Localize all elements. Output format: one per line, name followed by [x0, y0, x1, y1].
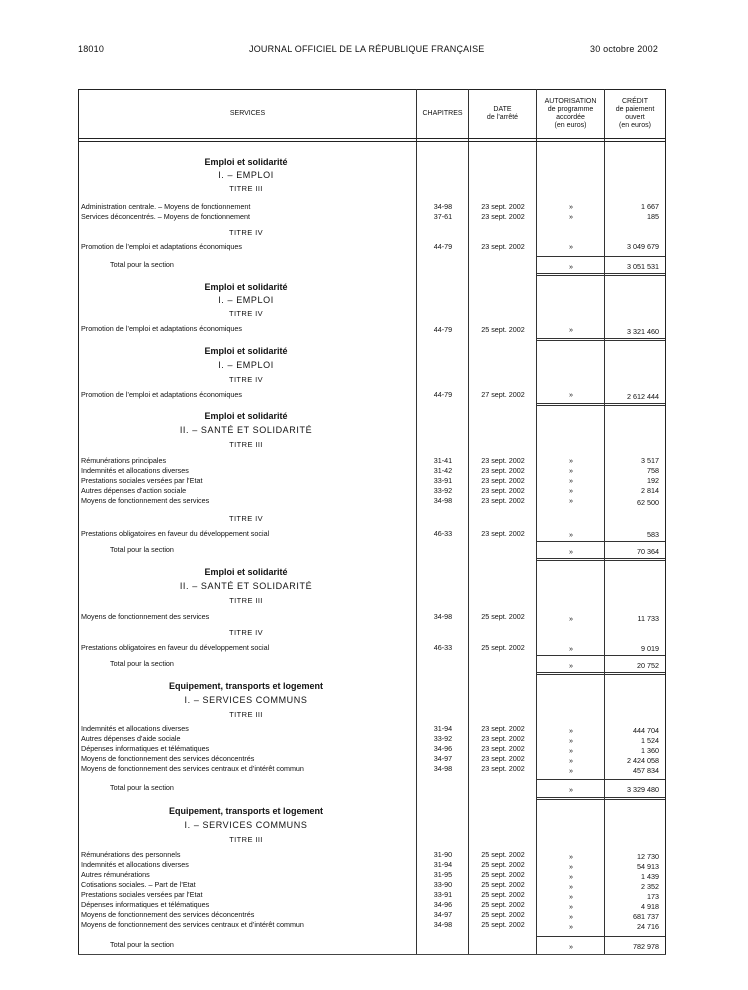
date-cell: 25 sept. 2002	[481, 643, 525, 652]
date-cell: 23 sept. 2002	[481, 476, 525, 485]
table-row-label: Moyens de fonctionnement des services	[81, 496, 413, 505]
table-row-label: Prestations sociales versées par l’Etat	[81, 476, 413, 485]
date-cell: 23 sept. 2002	[481, 754, 525, 763]
authorization-cell: »	[569, 325, 573, 334]
section-rule	[537, 273, 665, 274]
credit-cell: 3 517	[641, 456, 659, 465]
column-header-date-line: DATE	[493, 106, 512, 113]
credit-cell: 11 733	[637, 614, 659, 623]
credit-cell: 173	[647, 892, 659, 901]
authorization-cell: »	[569, 862, 573, 871]
credit-cell: 2 612 444	[627, 392, 659, 401]
column-header-credit-line: (en euros)	[619, 122, 651, 129]
authorization-cell: »	[569, 736, 573, 745]
table-row-label: Prestations obligatoires en faveur du développement social	[81, 529, 413, 538]
chapter-cell: 34-98	[433, 612, 453, 621]
header-rule	[78, 141, 666, 142]
table-row-label: Indemnités et allocations diverses	[81, 466, 413, 475]
table-row-label: Cotisations sociales. – Part de l’Etat	[81, 880, 413, 889]
titre-heading: TITRE III	[229, 596, 263, 605]
credit-cell: 457 834	[633, 766, 659, 775]
total-authorization: »	[569, 785, 573, 794]
credit-cell: 9 019	[641, 644, 659, 653]
credit-cell: 2 424 058	[627, 756, 659, 765]
column-header-credit-line: de paiement	[615, 106, 655, 113]
chapter-cell: 31-41	[433, 456, 453, 465]
total-authorization: »	[569, 661, 573, 670]
authorization-cell: »	[569, 486, 573, 495]
authorization-cell: »	[569, 456, 573, 465]
date-cell: 27 sept. 2002	[481, 390, 525, 399]
column-header-date	[469, 106, 536, 122]
credit-cell: 4 918	[641, 902, 659, 911]
credit-cell: 758	[647, 466, 659, 475]
chapter-cell: 46-33	[433, 529, 453, 538]
date-cell: 23 sept. 2002	[481, 242, 525, 251]
total-rule	[537, 779, 665, 780]
date-cell: 25 sept. 2002	[481, 880, 525, 889]
titre-heading: TITRE III	[229, 835, 263, 844]
total-authorization: »	[569, 547, 573, 556]
chapter-cell: 31-90	[433, 850, 453, 859]
total-credit: 782 978	[633, 942, 659, 951]
section-subtitle: II. – SANTÉ ET SOLIDARITÉ	[179, 581, 313, 591]
chapter-cell: 34-96	[433, 744, 453, 753]
authorization-cell: »	[569, 614, 573, 623]
authorization-cell: »	[569, 202, 573, 211]
table-row-label: Promotion de l’emploi et adaptations économiques	[81, 324, 413, 333]
column-header-credit-line: ouvert	[625, 114, 645, 121]
chapter-cell: 33-92	[433, 486, 453, 495]
total-rule	[537, 655, 665, 656]
table-row-label: Dépenses informatiques et télématiques	[81, 744, 413, 753]
titre-heading: TITRE IV	[228, 228, 264, 237]
date-cell: 23 sept. 2002	[481, 734, 525, 743]
authorization-cell: »	[569, 756, 573, 765]
section-subtitle: I. – EMPLOI	[218, 170, 274, 180]
total-label: Total pour la section	[110, 940, 413, 949]
chapter-cell: 34-98	[433, 920, 453, 929]
total-credit: 3 329 480	[627, 785, 659, 794]
authorization-cell: »	[569, 476, 573, 485]
date-cell: 25 sept. 2002	[481, 890, 525, 899]
credit-cell: 62 500	[637, 498, 659, 507]
authorization-cell: »	[569, 922, 573, 931]
table-row-label: Autres dépenses d’action sociale	[81, 486, 413, 495]
publication-date: 30 octobre 2002	[590, 44, 659, 54]
authorization-cell: »	[569, 496, 573, 505]
date-cell: 25 sept. 2002	[481, 850, 525, 859]
total-label: Total pour la section	[110, 783, 413, 792]
column-header-autorisation-line: AUTORISATION	[544, 98, 597, 105]
ministry-heading: Emploi et solidarité	[204, 282, 288, 292]
table-row-label: Moyens de fonctionnement des services déconcentrés	[81, 910, 413, 919]
table-row-label: Moyens de fonctionnement des services	[81, 612, 413, 621]
table-row-label: Rémunérations des personnels	[81, 850, 413, 859]
credit-cell: 2 814	[641, 486, 659, 495]
section-rule	[537, 799, 665, 800]
date-cell: 25 sept. 2002	[481, 900, 525, 909]
column-header-autorisation	[537, 98, 604, 130]
total-rule	[537, 256, 665, 257]
total-label: Total pour la section	[110, 260, 413, 269]
authorization-cell: »	[569, 766, 573, 775]
table-top-border	[78, 89, 666, 90]
table-row-label: Indemnités et allocations diverses	[81, 860, 413, 869]
table-row-label: Administration centrale. – Moyens de fonctionnement	[81, 202, 413, 211]
chapter-cell: 33-90	[433, 880, 453, 889]
table-row-label: Dépenses informatiques et télématiques	[81, 900, 413, 909]
date-cell: 23 sept. 2002	[481, 486, 525, 495]
column-header-credit	[605, 98, 665, 130]
date-cell: 25 sept. 2002	[481, 612, 525, 621]
date-cell: 23 sept. 2002	[481, 212, 525, 221]
chapter-cell: 33-91	[433, 890, 453, 899]
ministry-heading: Emploi et solidarité	[204, 157, 288, 167]
section-subtitle: I. – EMPLOI	[218, 360, 274, 370]
authorization-cell: »	[569, 466, 573, 475]
column-header-autorisation-line: accordée	[556, 114, 585, 121]
credit-cell: 1 439	[641, 872, 659, 881]
section-rule	[537, 403, 665, 404]
chapter-cell: 31-42	[433, 466, 453, 475]
date-cell: 23 sept. 2002	[481, 744, 525, 753]
chapter-cell: 33-92	[433, 734, 453, 743]
table-row-label: Moyens de fonctionnement des services déconcentrés	[81, 754, 413, 763]
authorization-cell: »	[569, 892, 573, 901]
credit-cell: 444 704	[633, 726, 659, 735]
ministry-heading: Emploi et solidarité	[204, 411, 288, 421]
authorization-cell: »	[569, 852, 573, 861]
total-credit: 3 051 531	[627, 262, 659, 271]
ministry-heading: Emploi et solidarité	[204, 346, 288, 356]
total-rule	[537, 541, 665, 542]
column-header-credit-line: CRÉDIT	[621, 98, 649, 105]
credit-cell: 12 730	[637, 852, 659, 861]
table-row-label: Indemnités et allocations diverses	[81, 724, 413, 733]
authorization-cell: »	[569, 726, 573, 735]
credit-cell: 2 352	[641, 882, 659, 891]
chapter-cell: 31-94	[433, 724, 453, 733]
section-rule	[537, 797, 665, 798]
credit-cell: 583	[647, 530, 659, 539]
section-rule	[537, 560, 665, 561]
column-header-autorisation-line: de programme	[547, 106, 594, 113]
total-credit: 20 752	[637, 661, 659, 670]
section-rule	[537, 558, 665, 559]
credit-cell: 3 321 460	[627, 327, 659, 336]
section-rule	[537, 340, 665, 341]
table-row-label: Moyens de fonctionnement des services centraux et d’intérêt commun	[81, 920, 413, 929]
table-row-label: Prestations obligatoires en faveur du développement social	[81, 643, 413, 652]
titre-heading: TITRE III	[229, 710, 263, 719]
date-cell: 23 sept. 2002	[481, 529, 525, 538]
date-cell: 23 sept. 2002	[481, 466, 525, 475]
date-cell: 23 sept. 2002	[481, 202, 525, 211]
table-row-label: Promotion de l’emploi et adaptations économiques	[81, 390, 413, 399]
total-authorization: »	[569, 262, 573, 271]
authorization-cell: »	[569, 902, 573, 911]
section-rule	[537, 405, 665, 406]
credit-cell: 3 049 679	[627, 242, 659, 251]
authorization-cell: »	[569, 390, 573, 399]
date-cell: 23 sept. 2002	[481, 724, 525, 733]
authorization-cell: »	[569, 872, 573, 881]
chapter-cell: 34-98	[433, 764, 453, 773]
date-cell: 25 sept. 2002	[481, 920, 525, 929]
total-label: Total pour la section	[110, 659, 413, 668]
ministry-heading: Equipement, transports et logement	[168, 681, 324, 691]
authorization-cell: »	[569, 882, 573, 891]
titre-heading: TITRE III	[229, 184, 263, 193]
column-header-date-line: de l’arrêté	[486, 114, 519, 121]
credit-cell: 1 360	[641, 746, 659, 755]
section-rule	[537, 674, 665, 675]
authorization-cell: »	[569, 746, 573, 755]
titre-heading: TITRE III	[229, 440, 263, 449]
table-row-label: Autres rémunérations	[81, 870, 413, 879]
titre-heading: TITRE IV	[228, 628, 264, 637]
table-row-label: Autres dépenses d’aide sociale	[81, 734, 413, 743]
table-row-label: Services déconcentrés. – Moyens de fonctionnement	[81, 212, 413, 221]
total-label: Total pour la section	[110, 545, 413, 554]
chapter-cell: 34-98	[433, 202, 453, 211]
date-cell: 23 sept. 2002	[481, 496, 525, 505]
column-header-autorisation-line: (en euros)	[554, 122, 587, 129]
chapter-cell: 34-98	[433, 496, 453, 505]
date-cell: 25 sept. 2002	[481, 870, 525, 879]
table-row-label: Promotion de l’emploi et adaptations économiques	[81, 242, 413, 251]
chapter-cell: 46-33	[433, 643, 453, 652]
titre-heading: TITRE IV	[228, 514, 264, 523]
authorization-cell: »	[569, 242, 573, 251]
credit-cell: 24 716	[637, 922, 659, 931]
total-rule	[537, 936, 665, 937]
titre-heading: TITRE IV	[228, 375, 264, 384]
total-credit: 70 364	[637, 547, 659, 556]
chapter-cell: 31-94	[433, 860, 453, 869]
authorization-cell: »	[569, 912, 573, 921]
credit-cell: 192	[647, 476, 659, 485]
table-row-label: Moyens de fonctionnement des services centraux et d’intérêt commun	[81, 764, 413, 773]
credit-cell: 1 667	[641, 202, 659, 211]
header-rule	[78, 138, 666, 139]
ministry-heading: Emploi et solidarité	[204, 567, 288, 577]
column-divider	[416, 89, 417, 955]
page-number: 18010	[78, 44, 105, 54]
table-bottom-border	[78, 954, 666, 955]
section-subtitle: I. – EMPLOI	[218, 295, 274, 305]
section-subtitle: II. – SANTÉ ET SOLIDARITÉ	[179, 425, 313, 435]
authorization-cell: »	[569, 644, 573, 653]
date-cell: 25 sept. 2002	[481, 910, 525, 919]
credit-cell: 681 737	[633, 912, 659, 921]
section-rule	[537, 275, 665, 276]
chapter-cell: 44-79	[433, 242, 453, 251]
credit-cell: 1 524	[641, 736, 659, 745]
chapter-cell: 31-95	[433, 870, 453, 879]
total-authorization: »	[569, 942, 573, 951]
date-cell: 23 sept. 2002	[481, 456, 525, 465]
credit-cell: 54 913	[637, 862, 659, 871]
date-cell: 23 sept. 2002	[481, 764, 525, 773]
section-subtitle: I. – SERVICES COMMUNS	[184, 820, 308, 830]
chapter-cell: 37-61	[433, 212, 453, 221]
credit-cell: 185	[647, 212, 659, 221]
ministry-heading: Equipement, transports et logement	[168, 806, 324, 816]
chapter-cell: 34-97	[433, 754, 453, 763]
section-rule	[537, 672, 665, 673]
chapter-cell: 34-97	[433, 910, 453, 919]
section-subtitle: I. – SERVICES COMMUNS	[184, 695, 308, 705]
date-cell: 25 sept. 2002	[481, 325, 525, 334]
authorization-cell: »	[569, 212, 573, 221]
table-row-label: Prestations sociales versées par l’Etat	[81, 890, 413, 899]
column-header-chapitres: CHAPITRES	[422, 110, 463, 117]
table-row-label: Rémunérations principales	[81, 456, 413, 465]
authorization-cell: »	[569, 530, 573, 539]
table-right-border	[665, 89, 666, 955]
chapter-cell: 33-91	[433, 476, 453, 485]
column-header-services: SERVICES	[229, 110, 266, 117]
chapter-cell: 44-79	[433, 390, 453, 399]
section-rule	[537, 338, 665, 339]
journal-title: JOURNAL OFFICIEL DE LA RÉPUBLIQUE FRANÇAISE	[249, 44, 485, 54]
chapter-cell: 44-79	[433, 325, 453, 334]
chapter-cell: 34-96	[433, 900, 453, 909]
titre-heading: TITRE IV	[228, 309, 264, 318]
date-cell: 25 sept. 2002	[481, 860, 525, 869]
